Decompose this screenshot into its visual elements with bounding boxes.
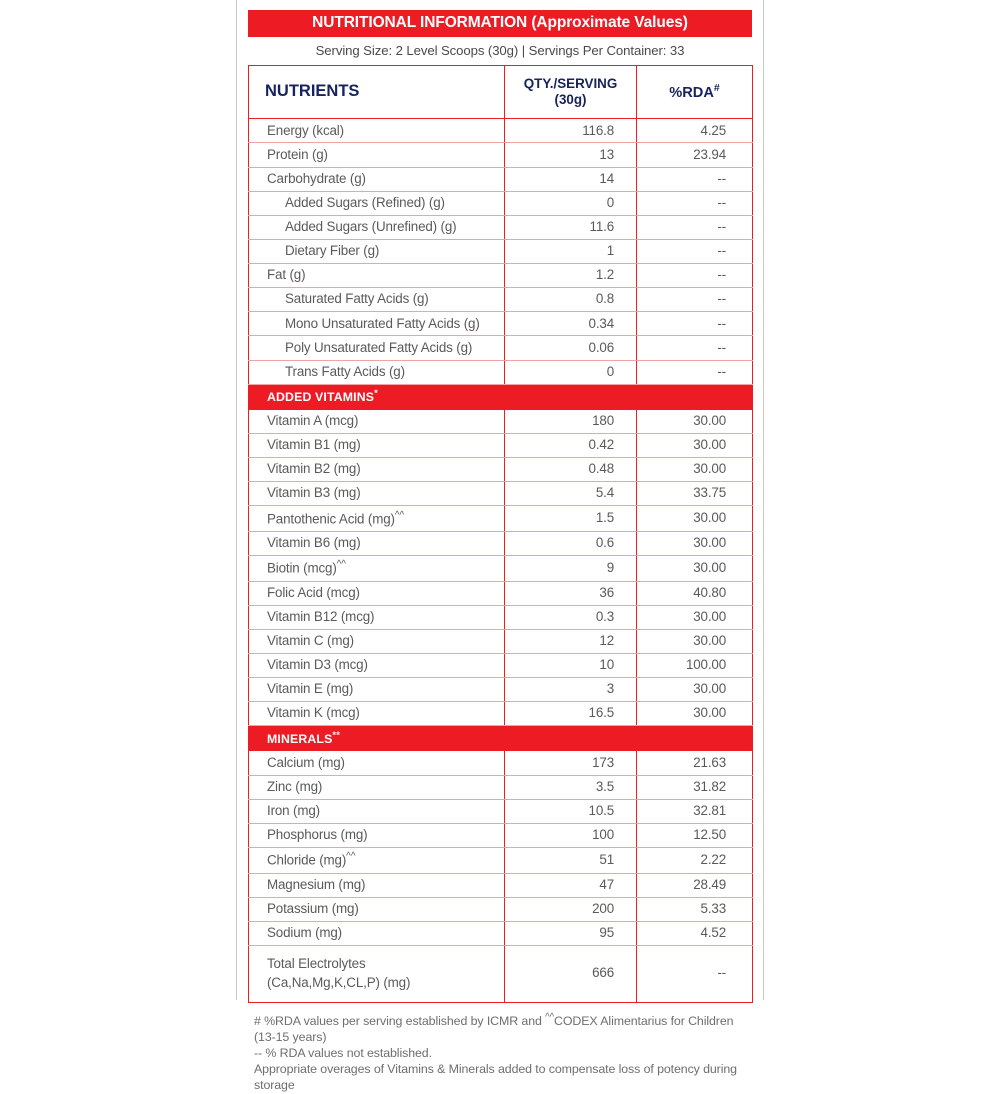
rda-percent-cell: 4.52 bbox=[637, 921, 753, 945]
column-header-rda bbox=[637, 66, 753, 119]
table-row bbox=[249, 847, 753, 873]
rda-percent-cell: -- bbox=[637, 239, 753, 263]
table-row bbox=[249, 360, 753, 384]
section-header-row bbox=[249, 726, 753, 751]
table-row bbox=[249, 482, 753, 506]
nutrient-name-cell: Vitamin B2 (mg) bbox=[249, 458, 505, 482]
nutrient-name-cell: Saturated Fatty Acids (g) bbox=[249, 288, 505, 312]
nutrient-name-cell: Chloride (mg)^^ bbox=[249, 847, 505, 873]
qty-per-serving-cell: 95 bbox=[505, 921, 637, 945]
table-row bbox=[249, 556, 753, 582]
qty-per-serving-cell: 0.48 bbox=[505, 458, 637, 482]
table-header-row bbox=[249, 66, 753, 119]
nutrient-name-cell: Pantothenic Acid (mg)^^ bbox=[249, 506, 505, 532]
rda-percent-cell: 30.00 bbox=[637, 531, 753, 555]
qty-per-serving-cell: 1.5 bbox=[505, 506, 637, 532]
table-row bbox=[249, 264, 753, 288]
table-row bbox=[249, 605, 753, 629]
qty-per-serving-cell: 1 bbox=[505, 239, 637, 263]
nutrient-footnote-mark: ^^ bbox=[346, 851, 356, 863]
table-row bbox=[249, 678, 753, 702]
rda-percent-cell: -- bbox=[637, 312, 753, 336]
table-row bbox=[249, 433, 753, 457]
rda-header-label: %RDA bbox=[669, 85, 714, 102]
nutrient-name-cell: Folic Acid (mcg) bbox=[249, 581, 505, 605]
qty-per-serving-cell: 47 bbox=[505, 873, 637, 897]
rda-percent-cell: 30.00 bbox=[637, 605, 753, 629]
nutrient-name-cell: Vitamin B1 (mg) bbox=[249, 433, 505, 457]
section-header-mark: ** bbox=[332, 729, 340, 740]
qty-per-serving-cell: 173 bbox=[505, 751, 637, 775]
label-title-bar bbox=[248, 10, 752, 37]
table-row bbox=[249, 921, 753, 945]
rda-percent-cell: 30.00 bbox=[637, 506, 753, 532]
rda-percent-cell: -- bbox=[637, 264, 753, 288]
nutrient-name-cell: Biotin (mcg)^^ bbox=[249, 556, 505, 582]
nutrient-name-cell: Vitamin K (mcg) bbox=[249, 702, 505, 726]
rda-percent-cell: -- bbox=[637, 360, 753, 384]
nutrient-name-cell: Calcium (mg) bbox=[249, 751, 505, 775]
nutrient-name-cell: Mono Unsaturated Fatty Acids (g) bbox=[249, 312, 505, 336]
table-row bbox=[249, 629, 753, 653]
table-row bbox=[249, 775, 753, 799]
nutrient-name-cell: Total Electrolytes (Ca,Na,Mg,K,CL,P) (mg) bbox=[249, 945, 505, 1002]
column-header-qty-serving bbox=[505, 66, 637, 119]
nutrient-name-cell: Trans Fatty Acids (g) bbox=[249, 360, 505, 384]
table-row bbox=[249, 702, 753, 726]
qty-header-line1: QTY./SERVING bbox=[523, 76, 618, 92]
label-title-sub: (Approximate Values) bbox=[531, 14, 688, 31]
rda-percent-cell: -- bbox=[637, 215, 753, 239]
table-row bbox=[249, 506, 753, 532]
table-row bbox=[249, 531, 753, 555]
nutrient-name-cell: Iron (mg) bbox=[249, 799, 505, 823]
rda-percent-cell: 23.94 bbox=[637, 143, 753, 167]
qty-per-serving-cell: 10.5 bbox=[505, 799, 637, 823]
table-row bbox=[249, 143, 753, 167]
nutrient-name-cell: Added Sugars (Unrefined) (g) bbox=[249, 215, 505, 239]
rda-percent-cell: 4.25 bbox=[637, 119, 753, 143]
nutrient-name-cell: Vitamin B6 (mg) bbox=[249, 531, 505, 555]
nutrient-name-cell: Vitamin C (mg) bbox=[249, 629, 505, 653]
rda-percent-cell: 40.80 bbox=[637, 581, 753, 605]
qty-per-serving-cell: 51 bbox=[505, 847, 637, 873]
qty-per-serving-cell: 0 bbox=[505, 191, 637, 215]
nutrient-name-cell: Sodium (mg) bbox=[249, 921, 505, 945]
qty-per-serving-cell: 0 bbox=[505, 360, 637, 384]
nutrient-name-cell: Dietary Fiber (g) bbox=[249, 239, 505, 263]
nutrient-name-cell: Vitamin E (mg) bbox=[249, 678, 505, 702]
nutrient-name-cell: Added Sugars (Refined) (g) bbox=[249, 191, 505, 215]
label-title-main: NUTRITIONAL INFORMATION bbox=[312, 14, 528, 31]
footnotes-block bbox=[248, 1003, 752, 1094]
rda-percent-cell: 30.00 bbox=[637, 409, 753, 433]
section-header-label: MINERALS** bbox=[249, 726, 753, 751]
rda-percent-cell: -- bbox=[637, 167, 753, 191]
qty-per-serving-cell: 5.4 bbox=[505, 482, 637, 506]
rda-percent-cell: -- bbox=[637, 336, 753, 360]
table-row bbox=[249, 239, 753, 263]
nutrient-name-cell: Potassium (mg) bbox=[249, 897, 505, 921]
qty-per-serving-cell: 10 bbox=[505, 654, 637, 678]
qty-per-serving-cell: 666 bbox=[505, 945, 637, 1002]
qty-header-line2: (30g) bbox=[554, 91, 587, 107]
table-row bbox=[249, 288, 753, 312]
qty-per-serving-cell: 0.34 bbox=[505, 312, 637, 336]
table-row bbox=[249, 191, 753, 215]
qty-per-serving-cell: 180 bbox=[505, 409, 637, 433]
section-header-row bbox=[249, 384, 753, 409]
qty-per-serving-cell: 0.8 bbox=[505, 288, 637, 312]
qty-per-serving-cell: 13 bbox=[505, 143, 637, 167]
rda-percent-cell: 31.82 bbox=[637, 775, 753, 799]
nutrient-name-cell: Vitamin B3 (mg) bbox=[249, 482, 505, 506]
table-row bbox=[249, 823, 753, 847]
rda-percent-cell: 5.33 bbox=[637, 897, 753, 921]
footnote-line: # %RDA values per serving established by ICMR and ^^CODEX Alimentarius for Children (13-15 years) bbox=[254, 1012, 734, 1045]
table-row bbox=[249, 312, 753, 336]
nutrient-name-cell: Vitamin A (mcg) bbox=[249, 409, 505, 433]
table-row bbox=[249, 897, 753, 921]
qty-per-serving-cell: 3 bbox=[505, 678, 637, 702]
table-row bbox=[249, 654, 753, 678]
qty-per-serving-cell: 100 bbox=[505, 823, 637, 847]
nutrition-label-card bbox=[236, 0, 764, 1092]
rda-percent-cell: 30.00 bbox=[637, 678, 753, 702]
qty-per-serving-cell: 1.2 bbox=[505, 264, 637, 288]
rda-percent-cell: 28.49 bbox=[637, 873, 753, 897]
nutrition-table-body bbox=[249, 66, 753, 1003]
qty-per-serving-cell: 11.6 bbox=[505, 215, 637, 239]
table-row bbox=[249, 799, 753, 823]
table-row bbox=[249, 119, 753, 143]
qty-per-serving-cell: 0.42 bbox=[505, 433, 637, 457]
section-header-mark: * bbox=[374, 388, 378, 399]
table-row bbox=[249, 945, 753, 1002]
rda-percent-cell: 21.63 bbox=[637, 751, 753, 775]
nutrient-name-cell: Protein (g) bbox=[249, 143, 505, 167]
qty-per-serving-cell: 0.06 bbox=[505, 336, 637, 360]
nutrient-footnote-mark: ^^ bbox=[394, 509, 405, 521]
table-row bbox=[249, 581, 753, 605]
footnote-line: -- % RDA values not established. bbox=[254, 1045, 432, 1060]
table-row bbox=[249, 215, 753, 239]
rda-percent-cell: 30.00 bbox=[637, 458, 753, 482]
rda-header-mark: # bbox=[713, 82, 720, 95]
footnote-mark: ^^ bbox=[545, 1012, 555, 1024]
qty-per-serving-cell: 12 bbox=[505, 629, 637, 653]
rda-percent-cell: 100.00 bbox=[637, 654, 753, 678]
rda-percent-cell: 12.50 bbox=[637, 823, 753, 847]
qty-per-serving-cell: 200 bbox=[505, 897, 637, 921]
table-row bbox=[249, 409, 753, 433]
serving-size-line: Serving Size: 2 Level Scoops (30g) | Servings Per Container: 33 bbox=[315, 43, 685, 59]
table-row bbox=[249, 336, 753, 360]
nutrient-name-cell: Fat (g) bbox=[249, 264, 505, 288]
rda-percent-cell: 30.00 bbox=[637, 433, 753, 457]
table-row bbox=[249, 751, 753, 775]
column-header-nutrients: NUTRIENTS bbox=[249, 66, 505, 119]
rda-percent-cell: 30.00 bbox=[637, 629, 753, 653]
qty-per-serving-cell: 16.5 bbox=[505, 702, 637, 726]
table-row bbox=[249, 167, 753, 191]
table-row bbox=[249, 458, 753, 482]
qty-per-serving-cell: 14 bbox=[505, 167, 637, 191]
qty-per-serving-cell: 116.8 bbox=[505, 119, 637, 143]
qty-per-serving-cell: 3.5 bbox=[505, 775, 637, 799]
nutrient-name-cell: Carbohydrate (g) bbox=[249, 167, 505, 191]
rda-percent-cell: -- bbox=[637, 288, 753, 312]
nutrient-name-cell: Energy (kcal) bbox=[249, 119, 505, 143]
rda-percent-cell: 32.81 bbox=[637, 799, 753, 823]
nutrition-table bbox=[248, 65, 753, 1003]
rda-percent-cell: 2.22 bbox=[637, 847, 753, 873]
nutrient-name-cell: Zinc (mg) bbox=[249, 775, 505, 799]
qty-per-serving-cell: 9 bbox=[505, 556, 637, 582]
nutrient-name-cell: Vitamin D3 (mcg) bbox=[249, 654, 505, 678]
nutrient-name-cell: Vitamin B12 (mcg) bbox=[249, 605, 505, 629]
rda-percent-cell: 30.00 bbox=[637, 556, 753, 582]
rda-percent-cell: -- bbox=[717, 964, 726, 980]
rda-percent-cell: -- bbox=[637, 191, 753, 215]
rda-percent-cell: 33.75 bbox=[637, 482, 753, 506]
nutrient-name-cell: Poly Unsaturated Fatty Acids (g) bbox=[249, 336, 505, 360]
qty-per-serving-cell: 0.3 bbox=[505, 605, 637, 629]
footnote-line: Appropriate overages of Vitamins & Minerals added to compensate loss of potency during storage bbox=[254, 1061, 737, 1092]
nutrient-name-cell: Magnesium (mg) bbox=[249, 873, 505, 897]
qty-per-serving-cell: 36 bbox=[505, 581, 637, 605]
rda-percent-cell: 30.00 bbox=[637, 702, 753, 726]
qty-per-serving-cell: 0.6 bbox=[505, 531, 637, 555]
section-header-label: ADDED VITAMINS* bbox=[249, 384, 753, 409]
table-row bbox=[249, 873, 753, 897]
nutrient-name-cell: Phosphorus (mg) bbox=[249, 823, 505, 847]
nutrient-footnote-mark: ^^ bbox=[336, 559, 346, 571]
